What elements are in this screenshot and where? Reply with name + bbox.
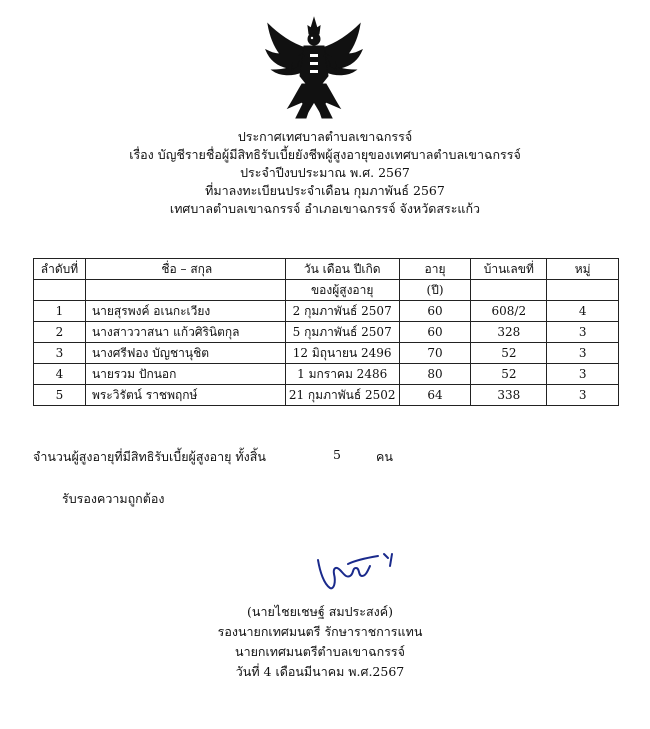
signer-position-2: นายกเทศมนตรีตำบลเขาฉกรรจ์ xyxy=(235,644,405,659)
header-moo: หมู่ xyxy=(547,259,619,280)
cell-name: พระวิรัตน์ ราชพฤกษ์ xyxy=(85,385,285,406)
cell-house: 52 xyxy=(471,343,547,364)
handwritten-signature xyxy=(300,548,410,594)
cell-name: นายสุรพงค์ อเนกะเวียง xyxy=(85,301,285,322)
cell-house: 338 xyxy=(471,385,547,406)
header-name: ชื่อ – สกุล xyxy=(85,259,285,280)
header-house-cont xyxy=(471,280,547,301)
cell-no: 1 xyxy=(34,301,86,322)
cell-age: 64 xyxy=(399,385,471,406)
signer-position-1: รองนายกเทศมนตรี รักษาราชการแทน xyxy=(217,624,423,639)
elderly-allowance-table xyxy=(33,258,619,406)
header-dob: วัน เดือน ปีเกิด xyxy=(285,259,399,280)
cell-moo: 3 xyxy=(547,322,619,343)
table-row xyxy=(34,301,619,322)
cell-name: นางศรีฟอง บัญชานุชิต xyxy=(85,343,285,364)
header-line-5: เทศบาลตำบลเขาฉกรรจ์ อำเภอเขาฉกรรจ์ จังหวัดสระแก้ว xyxy=(169,201,481,216)
cell-no: 2 xyxy=(34,322,86,343)
cell-moo: 4 xyxy=(547,301,619,322)
garuda-emblem-icon xyxy=(262,14,366,122)
cell-age: 80 xyxy=(399,364,471,385)
cell-age: 70 xyxy=(399,343,471,364)
cell-moo: 3 xyxy=(547,343,619,364)
cell-house: 52 xyxy=(471,364,547,385)
cell-house: 328 xyxy=(471,322,547,343)
header-house: บ้านเลขที่ xyxy=(471,259,547,280)
cell-age: 60 xyxy=(399,301,471,322)
cell-no: 5 xyxy=(34,385,86,406)
header-line-1: ประกาศเทศบาลตำบลเขาฉกรรจ์ xyxy=(237,129,413,144)
cell-name: นายรวม ปักนอก xyxy=(85,364,285,385)
header-name-cont xyxy=(85,280,285,301)
summary-unit: คน xyxy=(376,449,393,464)
signer-name: (นายไชยเชษฐ์ สมประสงค์) xyxy=(247,604,393,619)
summary-count: 5 xyxy=(333,447,341,462)
table-row xyxy=(34,343,619,364)
table-row xyxy=(34,322,619,343)
header-no: ลำดับที่ xyxy=(34,259,86,280)
certify-text: รับรองความถูกต้อง xyxy=(62,491,165,506)
cell-name: นางสาววาสนา แก้วศิรินิตกุล xyxy=(85,322,285,343)
cell-moo: 3 xyxy=(547,385,619,406)
signer-date: วันที่ 4 เดือนมีนาคม พ.ศ.2567 xyxy=(235,664,405,679)
header-age: อายุ xyxy=(399,259,471,280)
cell-dob: 21 กุมภาพันธ์ 2502 xyxy=(285,385,399,406)
header-no-cont xyxy=(34,280,86,301)
summary-line xyxy=(33,447,393,467)
cell-dob: 12 มิถุนายน 2496 xyxy=(285,343,399,364)
cell-dob: 5 กุมภาพันธ์ 2507 xyxy=(285,322,399,343)
announcement-header xyxy=(0,128,650,218)
table-header-row xyxy=(34,259,619,280)
signer-block xyxy=(140,602,500,682)
table-row xyxy=(34,385,619,406)
header-moo-cont xyxy=(547,280,619,301)
cell-moo: 3 xyxy=(547,364,619,385)
cell-no: 4 xyxy=(34,364,86,385)
cell-dob: 2 กุมภาพันธ์ 2507 xyxy=(285,301,399,322)
header-line-3: ประจำปีงบประมาณ พ.ศ. 2567 xyxy=(240,165,410,180)
table-subheader-row xyxy=(34,280,619,301)
cell-house: 608/2 xyxy=(471,301,547,322)
header-line-2: เรื่อง บัญชีรายชื่อผู้มีสิทธิรับเบี้ยยังชีพผู้สูงอายุของเทศบาลตำบลเขาฉกรรจ์ xyxy=(129,147,521,162)
header-line-4: ที่มาลงทะเบียนประจำเดือน กุมภาพันธ์ 2567 xyxy=(205,183,445,198)
cell-dob: 1 มกราคม 2486 xyxy=(285,364,399,385)
summary-text: จำนวนผู้สูงอายุที่มีสิทธิรับเบี้ยผู้สูงอายุ ทั้งสิ้น xyxy=(33,449,266,464)
header-dob-sub: ของผู้สูงอายุ xyxy=(285,280,399,301)
header-age-sub: (ปี) xyxy=(399,280,471,301)
cell-no: 3 xyxy=(34,343,86,364)
table-row xyxy=(34,364,619,385)
cell-age: 60 xyxy=(399,322,471,343)
